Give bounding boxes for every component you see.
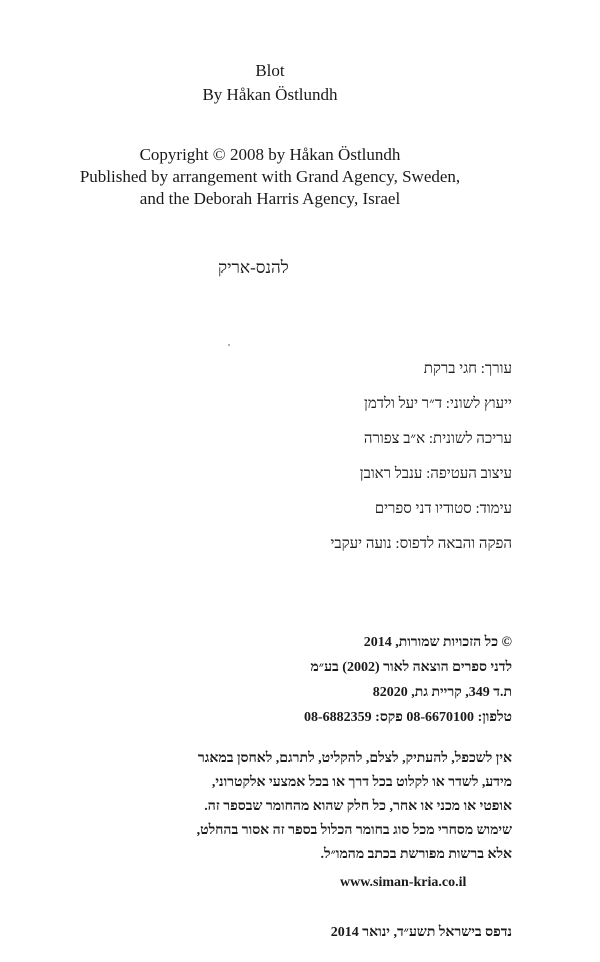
- credit-cover-design: עיצוב העטיפה: ענבל ראובן: [359, 466, 512, 482]
- website-link[interactable]: www.siman-kria.co.il: [340, 875, 467, 890]
- rights-line-1: אין לשכפל, להעתיק, לצלם, להקליט, לתרגם, לאחסן במאגר: [197, 751, 512, 766]
- rights-line-4: שימוש מסחרי מכל סוג בחומר הכלול בספר זה אסור בהחלט,: [196, 823, 512, 838]
- rights-line-5: אלא ברשות מפורשת בכתב מהמו״ל.: [320, 847, 512, 862]
- publisher-phone: טלפון: 08-6670100 פקס: 08-6882359: [303, 710, 512, 725]
- rights-line-3: אופטי או מכני או אחר, כל חלק שהוא מהחומר שבספר זה.: [204, 799, 512, 814]
- credit-layout: עימוד: סטודיו דני ספרים: [374, 501, 512, 517]
- credit-language-editing: עריכה לשונית: א״ב צפורה: [363, 431, 512, 447]
- published-line-1: Published by arrangement with Grand Agency, Sweden,: [79, 167, 461, 186]
- speck: [228, 344, 230, 346]
- printed-line: נדפס בישראל תשע״ד, ינואר 2014: [330, 925, 512, 940]
- rights-line-2: מידע, לשדר או לקלוט בכל דרך או בכל אמצעי אלקטרוני,: [211, 775, 512, 790]
- dedication: להנס-אריק: [218, 258, 289, 277]
- credit-production: הפקה והבאה לדפוס: נועה יעקבי: [330, 536, 512, 552]
- rights-reserved: © כל הזכויות שמורות, 2014: [363, 635, 512, 650]
- credit-linguistic-advice: ייעוץ לשוני: ד״ר יעל ולדמן: [364, 396, 512, 412]
- rights-notice: [197, 747, 512, 867]
- publisher-block: [304, 630, 512, 730]
- publisher-name: לדני ספרים הוצאה לאור (2002) בע״מ: [310, 660, 512, 675]
- original-title: Blot: [255, 61, 285, 80]
- credits-list: [330, 352, 512, 562]
- publisher-address: ת.ד 349, קריית גת, 82020: [372, 685, 512, 700]
- copyright-line: Copyright © 2008 by Håkan Östlundh: [139, 145, 401, 164]
- credit-editor: עורך: חגי ברקת: [423, 361, 512, 377]
- original-author: By Håkan Östlundh: [202, 85, 338, 104]
- published-line-2: and the Deborah Harris Agency, Israel: [139, 189, 401, 208]
